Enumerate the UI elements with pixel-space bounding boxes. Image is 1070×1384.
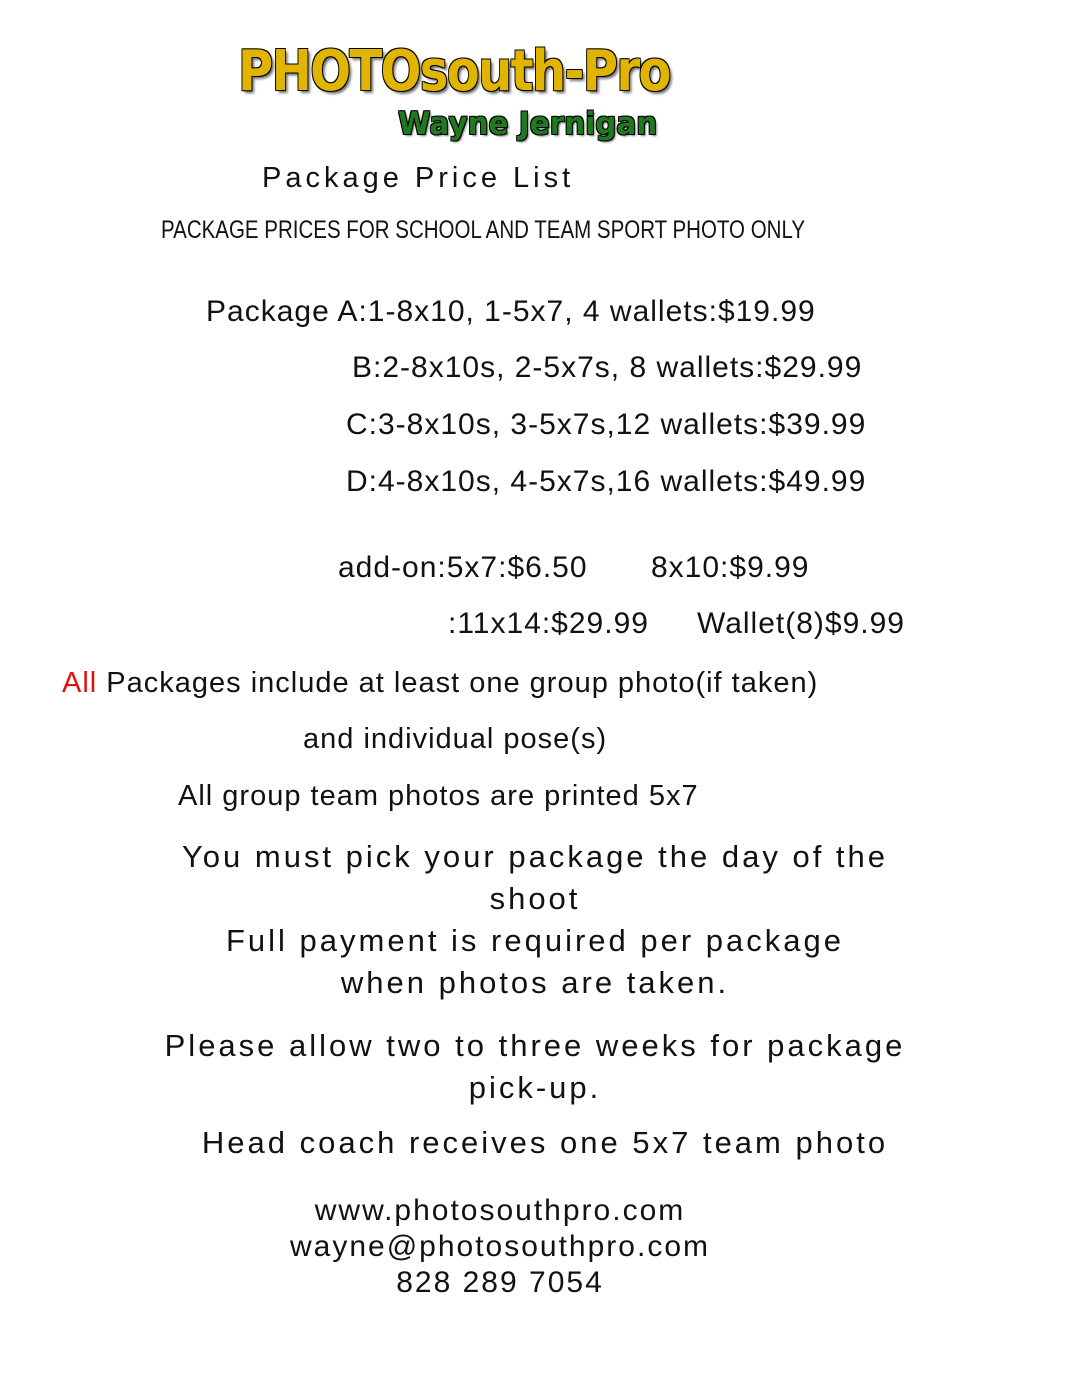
pick-package-line1: You must pick your package the day of the (181, 839, 889, 874)
payment-line2: when photos are taken. (340, 965, 730, 1000)
addon-5x7: add-on:5x7:$6.50 (338, 551, 588, 584)
contact-block (200, 1193, 800, 1301)
package-d: D:4-8x10s, 4-5x7s,16 wallets:$49.99 (346, 465, 867, 498)
addon-wallet: Wallet(8)$9.99 (697, 607, 905, 640)
email-link[interactable]: wayne@photosouthpro.com (289, 1230, 710, 1263)
pickup-line2: pick-up. (468, 1070, 602, 1105)
logo-title: PHOTOsouth-Pro (238, 39, 670, 104)
group-photo-note (62, 665, 818, 701)
all-highlight: All (62, 667, 98, 699)
group-printed-note: All group team photos are printed 5x7 (178, 780, 699, 812)
page-title: Package Price List (262, 162, 575, 194)
coach-notice: Head coach receives one 5x7 team photo (201, 1125, 889, 1160)
pickup-line1: Please allow two to three weeks for package (164, 1028, 906, 1063)
pickup-notice (60, 1025, 1010, 1109)
addon-8x10: 8x10:$9.99 (651, 551, 810, 584)
payment-line1: Full payment is required per package (225, 923, 845, 958)
package-a: Package A:1-8x10, 1-5x7, 4 wallets:$19.99 (206, 295, 816, 328)
website-link[interactable]: www.photosouthpro.com (314, 1194, 686, 1227)
logo-subtitle: Wayne Jernigan (398, 106, 658, 142)
addon-11x14: :11x14:$29.99 (448, 607, 649, 640)
phone-number: 828 289 7054 (396, 1266, 604, 1299)
pick-package-notice (60, 836, 1010, 1004)
page-subtitle: PACKAGE PRICES FOR SCHOOL AND TEAM SPORT PHOTO ONLY (161, 216, 806, 244)
package-b: B:2-8x10s, 2-5x7s, 8 wallets:$29.99 (352, 351, 863, 384)
group-photo-note-text: Packages include at least one group photo(if taken) (97, 667, 819, 699)
individual-pose-note: and individual pose(s) (303, 723, 608, 755)
package-c: C:3-8x10s, 3-5x7s,12 wallets:$39.99 (346, 408, 867, 441)
pick-package-line2: shoot (489, 881, 581, 916)
